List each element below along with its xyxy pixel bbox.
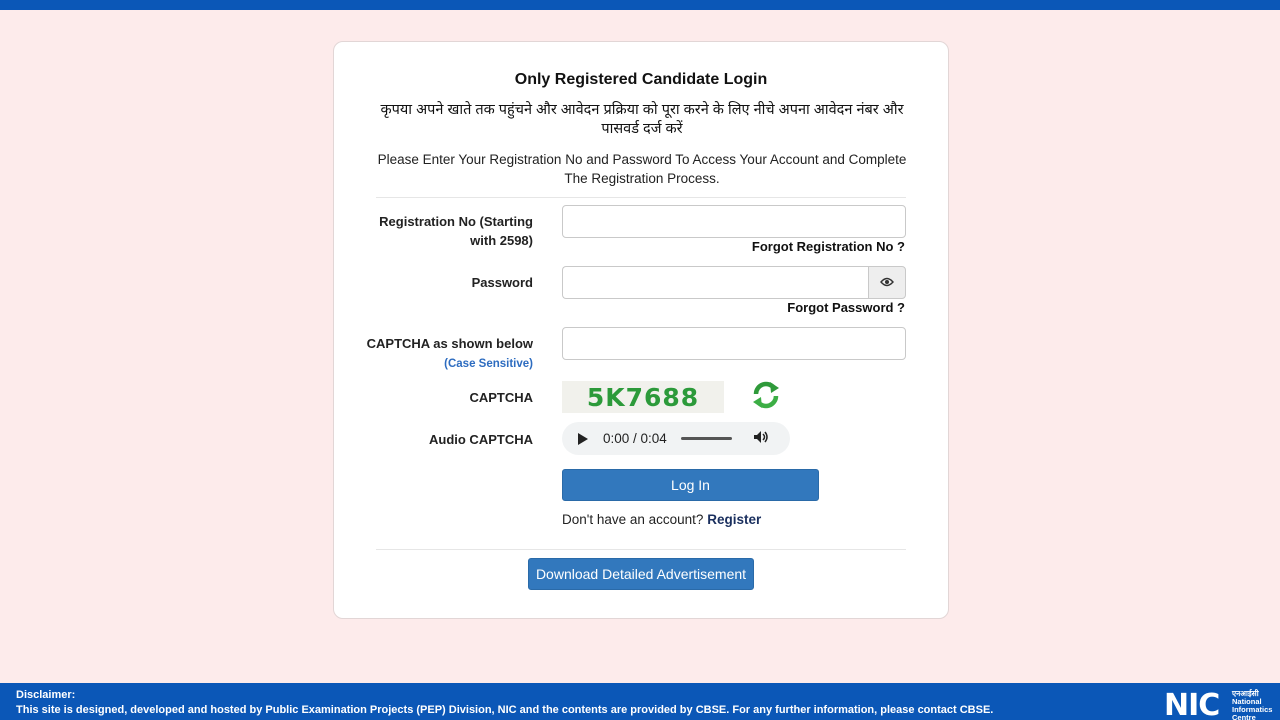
password-label: Password (471, 275, 533, 290)
captcha-image (562, 381, 724, 413)
form-title: Only Registered Candidate Login (514, 71, 768, 88)
footer (0, 683, 1280, 720)
disclaimer-heading: Disclaimer: (16, 689, 76, 701)
nic-logo-line2: Informatics (1232, 705, 1273, 714)
forgot-password-link[interactable]: Forgot Password ? (787, 300, 905, 315)
nic-logo-text: NIC (1164, 688, 1220, 720)
captcha-label: CAPTCHA (469, 390, 533, 405)
nic-logo-hindi: एनआईसी (1232, 689, 1259, 698)
audio-progress-slider[interactable] (681, 437, 732, 440)
play-icon[interactable] (578, 433, 588, 445)
nic-logo (1164, 688, 1276, 720)
show-password-button[interactable] (868, 266, 906, 299)
english-instruction: Please Enter Your Registration No and Password To Access Your Account and Complete The Registration Process. (377, 152, 907, 186)
no-account-text (562, 512, 761, 527)
case-sensitive-note: (Case Sensitive) (444, 358, 533, 370)
forgot-registration-link[interactable]: Forgot Registration No ? (751, 239, 905, 254)
audio-captcha-label: Audio CAPTCHA (429, 432, 533, 447)
nic-logo-line3: Centre (1232, 713, 1256, 720)
download-advertisement-button[interactable]: Download Detailed Advertisement (528, 558, 754, 590)
eye-icon (880, 274, 894, 292)
audio-time: 0:00 / 0:04 (603, 431, 667, 446)
hindi-instruction: कृपया अपने खाते तक पहुंचने और आवेदन प्रक्रिया को पूरा करने के लिए नीचे अपना आवेदन नंबर और पासवर्ड दर्ज करें (380, 102, 904, 137)
refresh-captcha-button[interactable] (750, 379, 782, 411)
refresh-icon (750, 398, 782, 415)
disclaimer-text: This site is designed, developed and hosted by Public Examination Projects (PEP) Division, NIC and the contents are provided by CBSE. For any further information, please contact CBSE. (16, 704, 994, 716)
audio-player (562, 422, 790, 455)
captcha-input-label-text: CAPTCHA as shown below (366, 336, 533, 351)
divider (376, 549, 906, 550)
divider (376, 197, 906, 198)
password-group (562, 266, 906, 299)
registration-input[interactable] (562, 205, 906, 238)
login-card (333, 41, 949, 619)
nic-logo-line1: National (1232, 697, 1262, 706)
top-bar (0, 0, 1280, 10)
password-input[interactable] (562, 266, 868, 299)
login-button[interactable]: Log In (562, 469, 819, 501)
captcha-text: 5K7688 (586, 382, 700, 412)
no-account-label: Don't have an account? (562, 512, 704, 527)
volume-icon[interactable] (753, 430, 769, 447)
registration-label: Registration No (Starting with 2598) (379, 214, 533, 248)
nic-logo-subtext (1232, 690, 1272, 720)
register-link[interactable]: Register (707, 512, 762, 527)
captcha-input-label (363, 334, 533, 374)
captcha-input[interactable] (562, 327, 906, 360)
